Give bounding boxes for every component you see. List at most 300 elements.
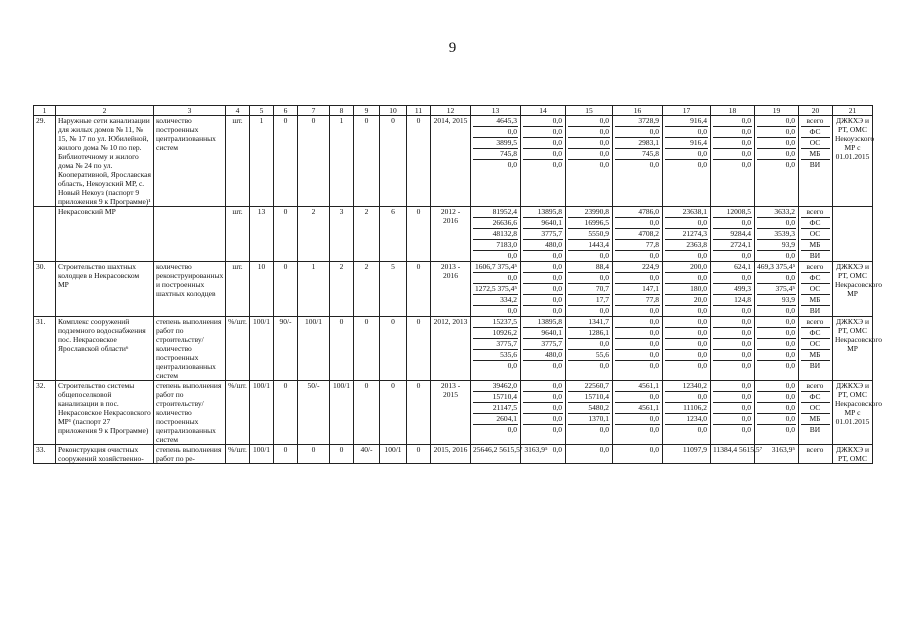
cell-value: 3899,5 <box>473 138 518 149</box>
cell-value: 0,0 <box>649 361 659 370</box>
cell-value: 0,0 <box>523 262 563 273</box>
cell-value: 3775,7 <box>523 229 563 240</box>
cell-c13 <box>471 262 521 317</box>
cell-value: 0,0 <box>713 339 752 350</box>
cell-value: 0,0 <box>473 273 518 284</box>
cell-c8: 100/1 <box>330 381 354 445</box>
cell-c9: 2 <box>354 262 380 317</box>
cell-indicator: степень выполнения работ по строительству/ количество построенных централизованных систем <box>154 317 226 381</box>
cell-value: ФС <box>801 392 830 403</box>
table-row <box>34 445 873 464</box>
cell-value: 77,8 <box>615 240 660 251</box>
cell-c19 <box>755 381 799 445</box>
column-header: 10 <box>380 106 407 116</box>
cell-c13 <box>471 381 521 445</box>
cell-value: 0,0 <box>757 414 796 425</box>
cell-value: 21274,3 <box>665 229 708 240</box>
cell-c14 <box>521 262 566 317</box>
cell-value: 0,0 <box>713 218 752 229</box>
column-header: 18 <box>711 106 755 116</box>
cell-value: 21147,5 <box>473 403 518 414</box>
cell-c8: 0 <box>330 317 354 381</box>
cell-value: 22560,7 <box>568 381 610 392</box>
cell-value: 0,0 <box>507 425 517 434</box>
cell-c16 <box>613 317 663 381</box>
cell-value: 0,0 <box>741 361 751 370</box>
table-row <box>34 381 873 445</box>
cell-value: 535,6 <box>473 350 518 361</box>
cell-value: всего <box>806 445 824 454</box>
cell-no: 32. <box>34 381 56 445</box>
cell-c14 <box>521 317 566 381</box>
cell-c6: 0 <box>274 116 298 207</box>
cell-value: 0,0 <box>523 273 563 284</box>
cell-name: Строительство системы общепоселковой канализации в пос. Некрасовское Некрасовского МР¹ (паспорт 27 приложения 9 к Программе) <box>56 381 154 445</box>
cell-c17 <box>663 317 711 381</box>
cell-c5: 10 <box>250 262 274 317</box>
cell-value: 0,0 <box>757 127 796 138</box>
cell-value: 469,3 375,4⁵ <box>757 262 796 271</box>
cell-value: 0,0 <box>568 273 610 284</box>
cell-value: 0,0 <box>507 361 517 370</box>
cell-value: 3633,2 <box>757 207 796 218</box>
cell-value: 13895,8 <box>523 207 563 218</box>
cell-value: 0,0 <box>649 160 659 169</box>
cell-value: ОС <box>801 229 830 240</box>
cell-value: 0,0 <box>615 317 660 328</box>
cell-c10: 6 <box>380 207 407 262</box>
cell-c6: 0 <box>274 262 298 317</box>
column-header: 14 <box>521 106 566 116</box>
cell-c17 <box>663 116 711 207</box>
cell-value: 16996,5 <box>568 218 610 229</box>
cell-indicator <box>154 207 226 262</box>
column-header: 3 <box>154 106 226 116</box>
cell-value: 916,4 <box>665 116 708 127</box>
cell-c19 <box>755 116 799 207</box>
cell-value: 0,0 <box>615 350 660 361</box>
cell-value: 0,0 <box>599 361 609 370</box>
cell-value: 0,0 <box>507 160 517 169</box>
cell-c13 <box>471 445 548 464</box>
column-header: 4 <box>226 106 250 116</box>
cell-value: МБ <box>801 240 830 251</box>
cell-name: Реконструкция очистных сооружений хозяйственно- <box>56 445 154 464</box>
column-header: 21 <box>833 106 873 116</box>
cell-value: 9284,4 <box>713 229 752 240</box>
cell-unit: %/шт. <box>226 381 250 445</box>
cell-sources <box>799 116 833 207</box>
table-row <box>34 207 873 262</box>
cell-c17 <box>663 445 711 464</box>
cell-value: 13895,8 <box>523 317 563 328</box>
cell-c7: 100/1 <box>298 317 330 381</box>
cell-value: 0,0 <box>785 251 795 260</box>
cell-unit: шт. <box>226 116 250 207</box>
cell-c6: 0 <box>274 445 298 464</box>
cell-value: 0,0 <box>757 381 796 392</box>
cell-indicator: степень выполнения работ по ре- <box>154 445 226 464</box>
cell-c8: 3 <box>330 207 354 262</box>
cell-c9: 2 <box>354 207 380 262</box>
cell-value: 0,0 <box>741 251 751 260</box>
cell-value: ФС <box>801 273 830 284</box>
cell-value: 0,0 <box>665 350 708 361</box>
cell-unit: шт. <box>226 207 250 262</box>
cell-no: 33. <box>34 445 56 464</box>
cell-unit: шт. <box>226 262 250 317</box>
cell-value: всего <box>801 262 830 273</box>
cell-name: Наружные сети канализации для жилых домов № 11, № 15, № 17 по ул. Юбилейной, жилого дома № 10 по пер. Библиотечному и жилого дома № 24 по ул. Кооперативной, Ярославская область, Некоузский МР, с. Новый Некоуз (паспорт 9 приложения 9 к Программе)¹ <box>56 116 154 207</box>
cell-value: ВИ <box>809 251 821 260</box>
cell-value: 0,0 <box>757 339 796 350</box>
cell-value: 0,0 <box>507 306 517 315</box>
cell-value: ВИ <box>809 425 821 434</box>
cell-name: Строительство шахтных колодцев в Некрасовском МР <box>56 262 154 317</box>
cell-c11: 0 <box>407 317 431 381</box>
cell-executor <box>833 207 873 262</box>
table-row <box>34 262 873 317</box>
cell-c15 <box>566 207 613 262</box>
cell-c16 <box>613 262 663 317</box>
cell-value: ФС <box>801 127 830 138</box>
cell-value: 0,0 <box>599 251 609 260</box>
cell-name: Некрасовский МР <box>56 207 154 262</box>
cell-value: ОС <box>801 339 830 350</box>
cell-value: 0,0 <box>552 425 562 434</box>
cell-value: 0,0 <box>665 317 708 328</box>
cell-c9: 0 <box>354 381 380 445</box>
cell-c5: 1 <box>250 116 274 207</box>
cell-value: 23638,1 <box>665 207 708 218</box>
cell-value: 1443,4 <box>568 240 610 251</box>
cell-value: 0,0 <box>615 218 660 229</box>
cell-value: 11097,9 <box>682 445 707 454</box>
cell-value: 0,0 <box>552 160 562 169</box>
cell-value: 11106,2 <box>665 403 708 414</box>
cell-value: 0,0 <box>599 445 609 454</box>
cell-c18 <box>711 317 755 381</box>
cell-c9: 0 <box>354 116 380 207</box>
cell-c17 <box>663 381 711 445</box>
cell-value: 3163,9⁵ <box>771 445 795 454</box>
cell-executor: ДЖКХЭ и РТ, ОМС Некоузского МР с 01.01.2015 <box>833 116 873 207</box>
cell-value: 0,0 <box>757 116 796 127</box>
cell-c11: 0 <box>407 116 431 207</box>
cell-value: 0,0 <box>713 403 752 414</box>
cell-unit: %/шт. <box>226 445 250 464</box>
cell-value: 0,0 <box>665 328 708 339</box>
cell-years: 2012 - 2016 <box>431 207 471 262</box>
cell-c19 <box>755 317 799 381</box>
cell-c11: 0 <box>407 381 431 445</box>
cell-value: 4645,3 <box>473 116 518 127</box>
column-header: 15 <box>566 106 613 116</box>
cell-value: 9640,1 <box>523 218 563 229</box>
cell-executor: ДЖКХЭ и РТ, ОМС Некрасовского МР <box>833 317 873 381</box>
cell-value: 0,0 <box>523 127 563 138</box>
cell-value: 15710,4 <box>568 392 610 403</box>
cell-value: 0,0 <box>615 328 660 339</box>
cell-c15 <box>566 116 613 207</box>
cell-value: 224,9 <box>615 262 660 273</box>
cell-value: 15710,4 <box>473 392 518 403</box>
cell-value: 0,0 <box>713 116 752 127</box>
cell-value: 0,0 <box>785 306 795 315</box>
cell-value: 334,2 <box>473 295 518 306</box>
cell-c8: 2 <box>330 262 354 317</box>
cell-years: 2013 - 2015 <box>431 381 471 445</box>
cell-value: 0,0 <box>785 361 795 370</box>
cell-value: 3775,7 <box>473 339 518 350</box>
cell-value: 745,8 <box>615 149 660 160</box>
cell-unit: %/шт. <box>226 317 250 381</box>
cell-value: 0,0 <box>741 160 751 169</box>
column-header: 19 <box>755 106 799 116</box>
cell-value: 55,6 <box>568 350 610 361</box>
cell-value: 0,0 <box>649 425 659 434</box>
cell-value: ФС <box>801 328 830 339</box>
column-header: 9 <box>354 106 380 116</box>
cell-value: 20,0 <box>665 295 708 306</box>
cell-value: 0,0 <box>507 251 517 260</box>
cell-value: 0,0 <box>785 425 795 434</box>
cell-c5: 100/1 <box>250 445 274 464</box>
column-header: 5 <box>250 106 274 116</box>
cell-no: 30. <box>34 262 56 317</box>
cell-value: 0,0 <box>757 317 796 328</box>
cell-value: 0,0 <box>615 414 660 425</box>
cell-c8: 1 <box>330 116 354 207</box>
cell-c14 <box>521 381 566 445</box>
cell-c9: 0 <box>354 317 380 381</box>
cell-value: МБ <box>801 149 830 160</box>
cell-value: МБ <box>801 350 830 361</box>
cell-value: 0,0 <box>523 392 563 403</box>
cell-value: 0,0 <box>665 392 708 403</box>
cell-value: 1606,7 375,4⁵ <box>475 262 517 271</box>
cell-value: 0,0 <box>713 328 752 339</box>
cell-value: ОС <box>801 403 830 414</box>
cell-value: 0,0 <box>552 445 562 454</box>
cell-years: 2015, 2016 <box>431 445 471 464</box>
column-header: 17 <box>663 106 711 116</box>
cell-value: 0,0 <box>523 414 563 425</box>
cell-value: 0,0 <box>757 403 796 414</box>
cell-value: 0,0 <box>713 127 752 138</box>
cell-c16 <box>613 207 663 262</box>
cell-value: 1341,7 <box>568 317 610 328</box>
page-number: 9 <box>448 40 457 56</box>
cell-value: 147,1 <box>615 284 660 295</box>
cell-no: 29. <box>34 116 56 207</box>
cell-years: 2014, 2015 <box>431 116 471 207</box>
cell-value: 624,1 <box>713 262 752 273</box>
cell-c16 <box>613 116 663 207</box>
cell-years: 2012, 2013 <box>431 317 471 381</box>
cell-sources <box>799 262 833 317</box>
cell-no <box>34 207 56 262</box>
cell-value: 93,9 <box>757 240 796 251</box>
cell-value: 0,0 <box>568 116 610 127</box>
cell-value: 0,0 <box>552 361 562 370</box>
cell-value: 88,4 <box>568 262 610 273</box>
cell-indicator: количество построенных централизованных систем <box>154 116 226 207</box>
cell-c16 <box>613 445 663 464</box>
cell-value: 124,8 <box>713 295 752 306</box>
cell-c6: 0 <box>274 207 298 262</box>
cell-value: 12008,5 <box>713 207 752 218</box>
cell-value: 0,0 <box>785 160 795 169</box>
cell-c18 <box>711 381 755 445</box>
cell-value: 0,0 <box>697 306 707 315</box>
cell-years: 2013 - 2016 <box>431 262 471 317</box>
cell-value: 2724,1 <box>713 240 752 251</box>
cell-value: 0,0 <box>757 328 796 339</box>
cell-value: 0,0 <box>697 251 707 260</box>
column-header: 13 <box>471 106 521 116</box>
column-header: 20 <box>799 106 833 116</box>
cell-indicator: степень выполнения работ по строительству/ количество построенных централизованных систем <box>154 381 226 445</box>
cell-c5: 13 <box>250 207 274 262</box>
cell-value: 0,0 <box>523 149 563 160</box>
cell-value: 0,0 <box>697 160 707 169</box>
cell-value: 12340,2 <box>665 381 708 392</box>
cell-value: 0,0 <box>552 251 562 260</box>
cell-value: 0,0 <box>649 251 659 260</box>
cell-c18 <box>711 207 755 262</box>
cell-indicator: количество реконструированных и построенных шахтных колодцев <box>154 262 226 317</box>
cell-c15 <box>566 317 613 381</box>
cell-value: 0,0 <box>523 403 563 414</box>
cell-value: 0,0 <box>615 273 660 284</box>
cell-value: 0,0 <box>615 127 660 138</box>
cell-value: ВИ <box>809 160 821 169</box>
cell-c7: 0 <box>298 116 330 207</box>
cell-value: 26636,6 <box>473 218 518 229</box>
cell-value: 200,0 <box>665 262 708 273</box>
column-header: 8 <box>330 106 354 116</box>
cell-value: всего <box>801 381 830 392</box>
header-row <box>34 106 873 116</box>
cell-c18 <box>711 262 755 317</box>
cell-value: 1234,0 <box>665 414 708 425</box>
cell-value: 745,8 <box>473 149 518 160</box>
cell-c10: 0 <box>380 317 407 381</box>
cell-c13 <box>471 116 521 207</box>
cell-value: ФС <box>801 218 830 229</box>
cell-value: 0,0 <box>757 273 796 284</box>
cell-c18 <box>711 445 763 464</box>
cell-value: 0,0 <box>523 381 563 392</box>
cell-value: 0,0 <box>665 218 708 229</box>
cell-c11: 0 <box>407 445 431 464</box>
cell-c15 <box>566 445 613 464</box>
cell-c7: 50/- <box>298 381 330 445</box>
cell-executor: ДЖКХЭ и РТ, ОМС <box>833 445 873 464</box>
cell-c10: 100/1 <box>380 445 407 464</box>
cell-value: 0,0 <box>523 295 563 306</box>
cell-value: 0,0 <box>523 284 563 295</box>
column-header: 7 <box>298 106 330 116</box>
cell-c15 <box>566 262 613 317</box>
cell-value: 0,0 <box>615 339 660 350</box>
cell-c11: 0 <box>407 262 431 317</box>
cell-value: 4561,1 <box>615 403 660 414</box>
cell-value: 0,0 <box>697 361 707 370</box>
cell-value: 0,0 <box>713 381 752 392</box>
cell-sources <box>799 207 833 262</box>
cell-value: 0,0 <box>665 273 708 284</box>
cell-value: 0,0 <box>523 138 563 149</box>
cell-value: 0,0 <box>599 160 609 169</box>
cell-c10: 5 <box>380 262 407 317</box>
cell-value: 9640,1 <box>523 328 563 339</box>
cell-executor: ДЖКХЭ и РТ, ОМС Некрасовского МР <box>833 262 873 317</box>
cell-value: 2983,1 <box>615 138 660 149</box>
cell-executor: ДЖКХЭ и РТ, ОМС Некрасовского МР с 01.01.2015 <box>833 381 873 445</box>
cell-value: ОС <box>801 284 830 295</box>
cell-value: 0,0 <box>757 138 796 149</box>
cell-value: 25646,2 5615,5⁷ 3163,9⁵ <box>473 445 548 454</box>
cell-value: 499,3 <box>713 284 752 295</box>
cell-value: 916,4 <box>665 138 708 149</box>
cell-value: 0,0 <box>697 425 707 434</box>
cell-value: 0,0 <box>713 392 752 403</box>
cell-c14 <box>521 207 566 262</box>
cell-value: 0,0 <box>649 445 659 454</box>
cell-c10: 0 <box>380 116 407 207</box>
cell-c7: 1 <box>298 262 330 317</box>
cell-value: 11384,4 5615,5⁷ <box>713 445 763 454</box>
cell-sources <box>799 445 833 464</box>
cell-value: 0,0 <box>665 149 708 160</box>
cell-value: ВИ <box>809 361 821 370</box>
cell-c14 <box>521 116 566 207</box>
cell-value: 480,0 <box>523 240 563 251</box>
cell-value: 0,0 <box>615 392 660 403</box>
cell-value: 4708,2 <box>615 229 660 240</box>
column-header: 12 <box>431 106 471 116</box>
cell-c8: 0 <box>330 445 354 464</box>
cell-value: 1272,5 375,4⁵ <box>475 284 517 293</box>
cell-value: 1370,1 <box>568 414 610 425</box>
cell-value: 480,0 <box>523 350 563 361</box>
cell-value: 0,0 <box>757 218 796 229</box>
cell-value: 0,0 <box>713 273 752 284</box>
cell-no: 31. <box>34 317 56 381</box>
cell-value: 180,0 <box>665 284 708 295</box>
cell-c16 <box>613 381 663 445</box>
cell-value: 70,7 <box>568 284 610 295</box>
cell-c17 <box>663 262 711 317</box>
cell-value: 5550,9 <box>568 229 610 240</box>
cell-c5: 100/1 <box>250 317 274 381</box>
cell-value: 0,0 <box>523 116 563 127</box>
cell-c9: 40/- <box>354 445 380 464</box>
cell-value: всего <box>801 317 830 328</box>
cell-value: 81952,4 <box>473 207 518 218</box>
column-header: 16 <box>613 106 663 116</box>
cell-value: 0,0 <box>473 127 518 138</box>
cell-c13 <box>471 317 521 381</box>
cell-sources <box>799 317 833 381</box>
cell-sources <box>799 381 833 445</box>
cell-value: 0,0 <box>741 425 751 434</box>
cell-value: 0,0 <box>552 306 562 315</box>
cell-c5: 100/1 <box>250 381 274 445</box>
cell-value: 0,0 <box>568 339 610 350</box>
